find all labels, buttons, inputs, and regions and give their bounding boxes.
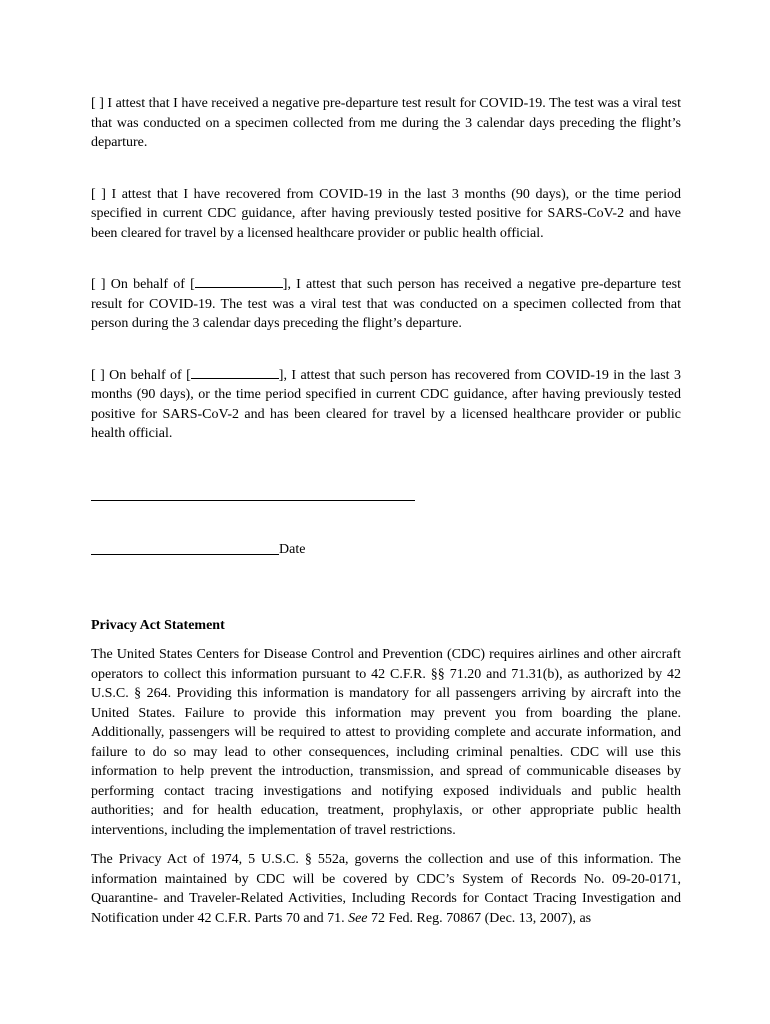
privacy-paragraph-2-start: The Privacy Act of 1974, 5 U.S.C. § 552a, governs the collection and use of this information. The information maintained by CDC will be covered by CDC’s System of Records No. 09-20-0171, Quarantine- and Traveler-Related Activities, Including Records for Contact Tracing Investigation and Notification under 42 C.F.R. Parts 70 and 71. (91, 852, 681, 926)
privacy-paragraph-1: The United States Centers for Disease Control and Prevention (CDC) requires airlines and other aircraft operators to collect this information pursuant to 42 C.F.R. §§ 71.20 and 71.31(b), as authorized by 42 U.S.C. § 264. Providing this information is mandatory for all passengers arriving by aircraft into the United States. Failure to provide this information may prevent you from boarding the plane. Additionally, passengers will be required to attest to providing complete and accurate information, and failure to do so may lead to other consequences, including criminal penalties. CDC will use this information to help prevent the introduction, transmission, and spread of communicable diseases by performing contact tracing investigations and notifying exposed individuals and public health authorities; and for health education, treatment, prophylaxis, or other appropriate public health interventions, including the implementation of travel restrictions. (91, 647, 681, 838)
person-name-blank[interactable] (191, 366, 279, 379)
privacy-title: Privacy Act Statement (91, 618, 225, 633)
signature-line[interactable] (91, 500, 415, 501)
attestation-prefix: [ ] On behalf of [ (91, 367, 191, 383)
person-name-blank[interactable] (195, 275, 283, 288)
attestation-behalf-negative-test (91, 275, 681, 334)
date-row (91, 540, 305, 559)
privacy-paragraph-2 (91, 850, 681, 928)
date-label: Date (279, 542, 306, 557)
attestation-suffix: ], I attest that such person has recovered from COVID-19 in the last 3 months (90 days), or the time period specified in current CDC guidance, after having previously tested positive for SARS-CoV-2 and has been cleared for travel by a licensed healthcare provider or public health official. (91, 367, 681, 441)
privacy-paragraph-2-see: See (348, 910, 368, 926)
attestation-prefix: [ ] On behalf of [ (91, 277, 195, 292)
privacy-paragraph-2-end: 72 Fed. Reg. 70867 (Dec. 13, 2007), as (367, 910, 592, 926)
privacy-act-section (91, 616, 681, 938)
attestation-self-recovered: [ ] I attest that I have recovered from COVID-19 in the last 3 months (90 days), or the time period specified in current CDC guidance, after having previously tested positive for SARS-CoV-2 and have been cleared for travel by a licensed healthcare provider or public health official. (91, 186, 681, 241)
attestation-self-negative-test: [ ] I attest that I have received a negative pre-departure test result for COVID-19. The test was a viral test that was conducted on a specimen collected from me during the 3 calendar days preceding the flight’s departure. (91, 96, 681, 150)
date-line[interactable] (91, 540, 279, 555)
attestation-suffix: ], I attest that such person has received a negative pre-departure test result for COVID-19. The test was a viral test that was conducted on a specimen collected from that person during the 3 calendar days preceding the flight’s departure. (91, 277, 681, 331)
attestation-behalf-recovered (91, 366, 681, 444)
attestation-section (91, 94, 681, 476)
